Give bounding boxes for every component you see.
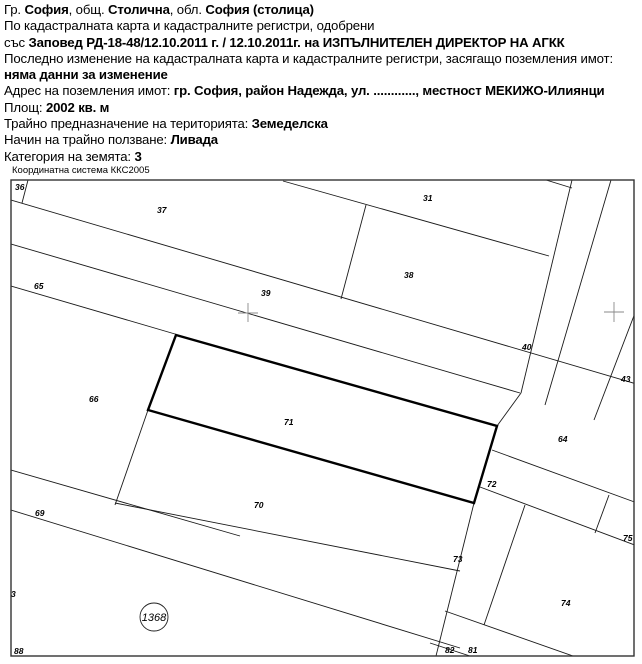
parcel-label: 39 [261,288,271,298]
order-line: със Заповед РД-18-48/12.10.2011 г. / 12.10.2011г. на ИЗПЪЛНИТЕЛЕН ДИРЕКТОР НА АГКК [4,34,565,50]
location-line: Гр. София, общ. Столична, обл. София (столица) [4,2,314,17]
parcel-label: 75 [623,533,633,543]
parcel-label: 3 [11,589,16,599]
selected-parcel-outline[interactable] [148,335,497,503]
parcel-label: 74 [561,598,571,608]
parcel-label: 82 [445,645,455,655]
parcel-label: 40 [522,342,532,352]
purpose-value: Земеделска [251,116,328,132]
municipality: Столична [107,2,170,17]
address-value: гр. София, район Надежда, ул. ............, местност МЕКИЖО-Илиянци [173,83,605,99]
area-value: 2002 кв. м [45,99,110,115]
approval-line: По кадастралната карта и кадастралните регистри, одобрени [4,18,375,34]
parcel-label: 31 [423,193,433,203]
parcel-label: 88 [14,646,24,656]
parcel-label: 81 [468,645,478,655]
parcel-label[interactable]: 71 [284,417,294,427]
parcel-label: 66 [89,394,99,404]
last-change-value: няма данни за изменение [4,67,168,83]
address-line: Адрес на поземления имот: гр. София, район Надежда, ул. ............, местност МЕКИЖО-Илиянци [4,83,605,99]
parcel-label: 65 [34,281,44,291]
parcel-label: 37 [157,205,167,215]
cadastral-block-number: 1368 [141,612,167,624]
parcel-boundaries [11,180,640,662]
parcel-label: 70 [254,500,264,510]
usage-value: Ливада [170,132,218,148]
approval-order: Заповед РД-18-48/12.10.2011 г. / 12.10.2011г. на ИЗПЪЛНИТЕЛЕН ДИРЕКТОР НА АГКК [28,34,565,50]
last-change-label: Последно изменение на кадастралната карта и кадастралните регистри, засягащо поземления имот: [4,50,613,66]
parcel-label: 72 [487,479,497,489]
city: София [24,2,69,17]
parcel-label: 43 [621,374,631,384]
parcel-label: 38 [404,270,414,280]
region: София (столица) [205,2,314,17]
parcel-label: 69 [35,508,45,518]
category-value: 3 [134,148,142,164]
area-line: Площ: 2002 кв. м [4,99,110,115]
parcel-label: 36 [15,182,25,192]
coordinate-system-label: Координатна система ККС2005 [12,165,150,176]
parcel-label: 64 [558,434,568,444]
purpose-line: Трайно предназначение на територията: Земеделска [4,116,328,132]
category-line: Категория на земята: 3 [4,148,142,164]
map-frame [11,180,634,656]
parcel-label: 73 [453,554,463,564]
usage-line: Начин на трайно ползване: Ливада [4,132,218,148]
